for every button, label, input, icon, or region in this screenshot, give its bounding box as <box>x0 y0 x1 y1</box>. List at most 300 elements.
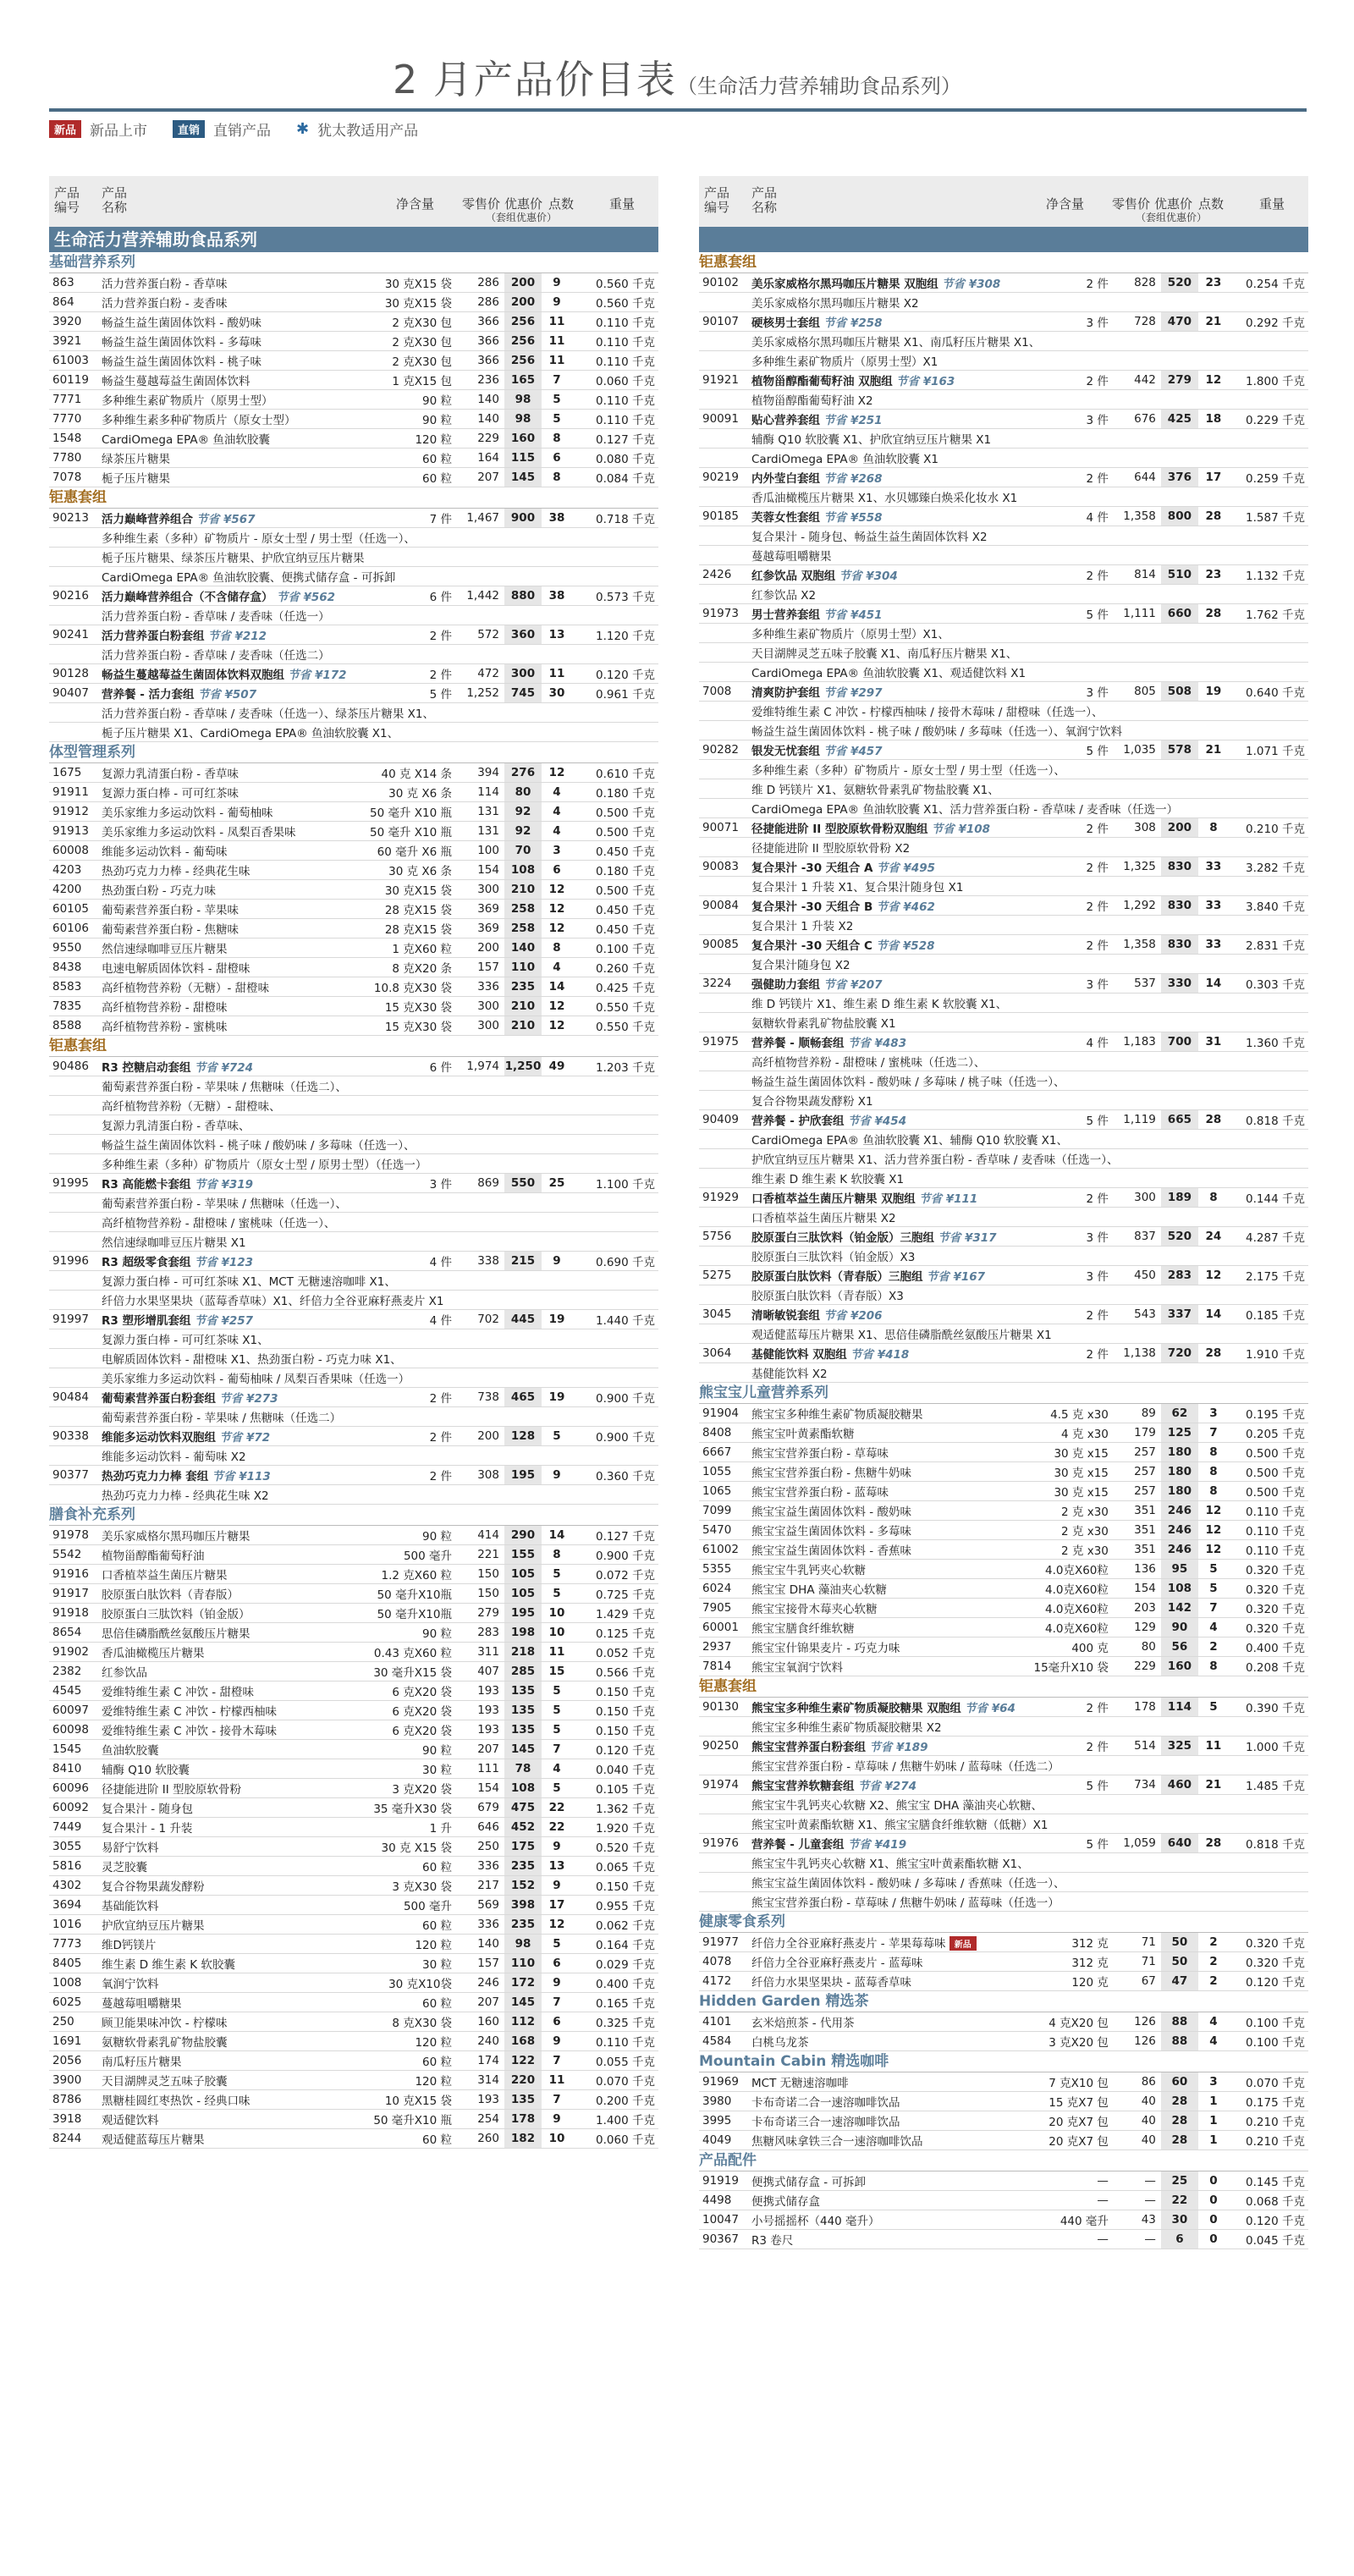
product-code: 4078 <box>699 1952 751 1972</box>
retail-price: 40 <box>1115 2092 1161 2111</box>
points: 12 <box>1198 371 1229 390</box>
table-row <box>49 1720 658 1740</box>
table-row <box>49 1584 658 1604</box>
bundle-content: 多种维生素矿物质片（原男士型）X1 <box>699 351 1308 371</box>
points: 11 <box>542 664 572 684</box>
product-name <box>102 1584 359 1604</box>
retail-price: 129 <box>1115 1618 1161 1638</box>
product-name <box>102 1310 359 1329</box>
table-row <box>699 2111 1308 2131</box>
weight: 0.573 千克 <box>572 586 658 606</box>
retail-price: 71 <box>1115 1933 1161 1952</box>
bundle-content: 畅益生益生菌固体饮料 - 桃子味 / 酸奶味 / 多莓味（任选一）、氧润宁饮料 <box>699 721 1308 740</box>
special-price: 50 <box>1161 1933 1198 1952</box>
bundle-content: 葡萄素营养蛋白粉 - 苹果味 / 焦糖味（任选二）、 <box>49 1076 658 1096</box>
weight: 0.260 千克 <box>572 958 658 977</box>
series-bar: 生命活力营养辅助食品系列 <box>49 227 658 252</box>
product-name <box>751 1032 1015 1052</box>
table-row <box>49 449 658 468</box>
special-price: 210 <box>504 1016 542 1036</box>
product-name-text: 天目湖牌灵芝五味子胶囊 <box>102 2075 228 2089</box>
table-row <box>699 1834 1308 1853</box>
product-name <box>751 1698 1015 1717</box>
product-name-text: 活力营养蛋白粉 - 麦香味 <box>102 297 228 311</box>
product-code: 90107 <box>699 312 751 332</box>
table-row <box>699 507 1308 526</box>
product-name-text: 熊宝宝接骨木莓夹心软糖 <box>751 1603 878 1616</box>
bundle-content-row <box>699 1169 1308 1188</box>
bundle-content: 复源力乳清蛋白粉 - 香草味、 <box>49 1115 658 1135</box>
bundle-content: 胶原蛋白三肽饮料（铂金版）X3 <box>699 1247 1308 1266</box>
product-name <box>102 1954 359 1973</box>
table-row <box>49 509 658 528</box>
product-name <box>751 2230 1015 2249</box>
points: 2 <box>1198 1933 1229 1952</box>
special-price: 152 <box>504 1876 542 1896</box>
weight: 0.450 千克 <box>572 900 658 919</box>
savings-label: 节省 ¥273 <box>219 1392 278 1406</box>
product-qty: 2 克 x30 <box>1015 1521 1115 1540</box>
table-row <box>49 1310 658 1329</box>
table-row <box>49 1779 658 1798</box>
product-code: 864 <box>49 293 102 312</box>
product-code: 90085 <box>699 935 751 955</box>
bundle-content: 多种维生素（多种）矿物质片 - 原女士型 / 男士型（任选一）、 <box>49 528 658 548</box>
bundle-content-row <box>699 1247 1308 1266</box>
bundle-content-row <box>699 1324 1308 1344</box>
bundle-content-row <box>699 1285 1308 1305</box>
table-row <box>49 1388 658 1407</box>
retail-price: 1,119 <box>1115 1110 1161 1130</box>
bundle-content: 红参饮品 X2 <box>699 585 1308 604</box>
product-code: 8438 <box>49 958 102 977</box>
product-qty: 4.0克X60粒 <box>1015 1599 1115 1618</box>
points: 8 <box>1198 1482 1229 1501</box>
weight: 0.110 千克 <box>572 410 658 429</box>
bundle-content-row <box>699 663 1308 682</box>
product-code: 1055 <box>699 1462 751 1482</box>
bundle-content-row <box>699 1013 1308 1032</box>
bundle-content: 熊宝宝牛乳钙夹心软糖 X2、熊宝宝 DHA 藻油夹心软糖、 <box>699 1795 1308 1814</box>
product-name <box>102 625 359 645</box>
retail-price: 537 <box>1115 974 1161 994</box>
bundle-content-row <box>49 1213 658 1232</box>
product-code: 91969 <box>699 2072 751 2092</box>
weight: 0.320 千克 <box>1229 1579 1308 1599</box>
table-row <box>49 1016 658 1036</box>
savings-label: 节省 ¥457 <box>823 745 883 758</box>
product-code: 91918 <box>49 1604 102 1623</box>
product-name-text: R3 塑形增肌套组 <box>102 1314 191 1328</box>
product-code: 60097 <box>49 1701 102 1720</box>
table-row <box>49 1057 658 1076</box>
points: 33 <box>1198 896 1229 916</box>
product-code: 91912 <box>49 802 102 822</box>
weight: 4.287 千克 <box>1229 1227 1308 1247</box>
weight: 0.120 千克 <box>572 1740 658 1759</box>
retail-price: 1,138 <box>1115 1344 1161 1363</box>
points: 3 <box>542 841 572 861</box>
header-code: 产品编号 <box>704 185 730 215</box>
product-qty: 500 毫升 <box>359 1545 459 1565</box>
product-qty: 10 克X15 袋 <box>359 2090 459 2110</box>
product-name <box>102 919 359 938</box>
product-code: 4101 <box>699 2012 751 2032</box>
retail-price: 1,292 <box>1115 896 1161 916</box>
product-qty: 30 克 x15 <box>1015 1443 1115 1462</box>
table-row <box>49 861 658 880</box>
product-qty: 1.2 克X60 粒 <box>359 1565 459 1584</box>
product-name-text: 营养餐 - 儿童套组 <box>751 1838 845 1852</box>
table-row <box>699 2032 1308 2051</box>
table-row <box>49 1604 658 1623</box>
special-price: 60 <box>1161 2072 1198 2092</box>
special-price: 218 <box>504 1643 542 1662</box>
product-qty: 50 毫升X10 瓶 <box>359 2110 459 2129</box>
retail-price: 200 <box>459 1427 504 1446</box>
product-name-text: 香瓜油橄榄压片糖果 <box>102 1647 205 1660</box>
product-code: 8588 <box>49 1016 102 1036</box>
product-qty: 2 件 <box>359 1466 459 1485</box>
special-price: 330 <box>1161 974 1198 994</box>
category-heading <box>49 252 658 273</box>
category-label: 体型管理系列 <box>49 742 658 763</box>
product-code: 90219 <box>699 468 751 487</box>
weight: 0.127 千克 <box>572 429 658 449</box>
bundle-content: CardiOmega EPA® 鱼油软胶囊 X1、活力营养蛋白粉 - 香草味 / 麦香味（任选一） <box>699 799 1308 818</box>
special-price: 145 <box>504 468 542 487</box>
retail-price: 140 <box>459 1935 504 1954</box>
product-name <box>102 763 359 783</box>
product-name-text: 维能多运动饮料 - 葡萄味 <box>102 845 228 859</box>
special-price: 155 <box>504 1545 542 1565</box>
table-row <box>49 1545 658 1565</box>
table-row <box>699 1501 1308 1521</box>
points: 14 <box>1198 1305 1229 1324</box>
retail-price: 140 <box>459 410 504 429</box>
table-row <box>49 1252 658 1271</box>
retail-price: 126 <box>1115 2032 1161 2051</box>
table-row <box>699 604 1308 624</box>
product-name-text: 畅益生蔓越莓益生菌固体饮料 <box>102 375 250 388</box>
weight: 0.110 千克 <box>572 351 658 371</box>
product-qty: 90 粒 <box>359 1623 459 1643</box>
weight: 0.961 千克 <box>572 684 658 703</box>
bundle-content-row <box>49 1368 658 1388</box>
product-code: 4498 <box>699 2191 751 2210</box>
points: 23 <box>1198 565 1229 585</box>
retail-price: 805 <box>1115 682 1161 702</box>
retail-price: 254 <box>459 2110 504 2129</box>
special-price: 660 <box>1161 604 1198 624</box>
product-name-text: 卡布奇诺三合一速溶咖啡饮品 <box>751 2116 900 2129</box>
product-name-text: R3 超级零食套组 <box>102 1256 191 1269</box>
product-code: 1016 <box>49 1915 102 1935</box>
savings-label: 节省 ¥308 <box>942 278 1001 291</box>
bundle-content: 蔓越莓咀嚼糖果 <box>699 546 1308 565</box>
retail-price: 246 <box>459 1973 504 1993</box>
product-code: 5542 <box>49 1545 102 1565</box>
product-name <box>751 1737 1015 1756</box>
product-code: 3921 <box>49 332 102 351</box>
retail-price: 179 <box>1115 1423 1161 1443</box>
table-row <box>699 1110 1308 1130</box>
bundle-content: 多种维生素（多种）矿物质片 - 原女士型 / 男士型（任选一）、 <box>699 760 1308 779</box>
product-name-text: 活力巅峰营养组合 <box>102 513 193 526</box>
product-name-text: 熊宝宝什锦果麦片 - 巧克力味 <box>751 1642 900 1655</box>
category-heading <box>49 487 658 509</box>
weight: 1.000 千克 <box>1229 1737 1308 1756</box>
category-label: 熊宝宝儿童营养系列 <box>699 1383 1308 1404</box>
product-name-text: 葡萄素营养蛋白粉 - 焦糖味 <box>102 923 239 937</box>
product-qty: 312 克 <box>1015 1933 1115 1952</box>
retail-price: 100 <box>459 841 504 861</box>
header-code: 产品编号 <box>54 185 80 215</box>
product-qty: 6 克X20 袋 <box>359 1682 459 1701</box>
table-row <box>49 1565 658 1584</box>
product-code: 4584 <box>699 2032 751 2051</box>
product-code: 7078 <box>49 468 102 487</box>
special-price: 210 <box>504 997 542 1016</box>
weight: 0.125 千克 <box>572 1623 658 1643</box>
points: 7 <box>1198 1599 1229 1618</box>
product-qty: — <box>1015 2230 1115 2249</box>
retail-price: 193 <box>459 1701 504 1720</box>
weight: 0.060 千克 <box>572 371 658 390</box>
product-qty: 15毫升X10 袋 <box>1015 1657 1115 1676</box>
bundle-content: 熊宝宝营养蛋白粉 - 草莓味 / 焦糖牛奶味 / 蓝莓味（任选二） <box>699 1756 1308 1775</box>
bundle-content: 然信速绿咖啡豆压片糖果 X1 <box>49 1232 658 1252</box>
series-bar-right <box>699 227 1308 252</box>
product-qty: 4.0克X60粒 <box>1015 1560 1115 1579</box>
category-heading <box>49 742 658 763</box>
retail-price: 308 <box>1115 818 1161 838</box>
retail-price: 1,358 <box>1115 935 1161 955</box>
product-qty: 2 件 <box>359 664 459 684</box>
points: 11 <box>542 351 572 371</box>
header-price: 零售价 <box>1112 196 1151 212</box>
table-row <box>699 1638 1308 1657</box>
table-row <box>699 1657 1308 1676</box>
product-code: 91902 <box>49 1643 102 1662</box>
special-price: 246 <box>1161 1540 1198 1560</box>
weight: 0.100 千克 <box>1229 2012 1308 2032</box>
product-name <box>102 1993 359 2012</box>
savings-label: 节省 ¥319 <box>194 1178 254 1192</box>
points: 5 <box>542 1935 572 1954</box>
points: 9 <box>542 2032 572 2051</box>
table-row <box>49 2071 658 2090</box>
savings-label: 节省 ¥251 <box>823 414 883 427</box>
product-name-text: 径捷能进阶 II 型胶原软骨粉双胞组 <box>751 823 928 836</box>
special-price: 110 <box>504 1954 542 1973</box>
product-code: 3694 <box>49 1896 102 1915</box>
new-badge: 新品 <box>49 120 81 138</box>
points: 12 <box>1198 1521 1229 1540</box>
product-qty: 1 克X60 粒 <box>359 938 459 958</box>
weight: 0.070 千克 <box>1229 2072 1308 2092</box>
bundle-content: 爱维特维生素 C 冲饮 - 柠檬西柚味 / 接骨木莓味 / 甜橙味（任选一）、 <box>699 702 1308 721</box>
special-price: 510 <box>1161 565 1198 585</box>
table-row <box>699 1032 1308 1052</box>
product-code: 90216 <box>49 586 102 606</box>
bundle-content-row <box>699 546 1308 565</box>
product-code: 5355 <box>699 1560 751 1579</box>
retail-price: 157 <box>459 958 504 977</box>
bundle-content-row <box>699 1814 1308 1834</box>
product-name <box>751 565 1015 585</box>
points: 5 <box>542 1565 572 1584</box>
category-heading <box>699 2051 1308 2072</box>
weight: 0.210 千克 <box>1229 818 1308 838</box>
savings-label: 节省 ¥212 <box>207 630 267 643</box>
bundle-content-row <box>699 643 1308 663</box>
title-rule <box>49 108 1307 112</box>
special-price: 135 <box>504 2090 542 2110</box>
weight: 0.320 千克 <box>1229 1599 1308 1618</box>
table-row <box>49 1427 658 1446</box>
product-name-text: 畅益生益生菌固体饮料 - 酸奶味 <box>102 316 261 330</box>
table-row <box>699 1737 1308 1756</box>
bundle-content: 氨糖软骨素乳矿物盐胶囊 X1 <box>699 1013 1308 1032</box>
retail-price: 1,183 <box>1115 1032 1161 1052</box>
points: 33 <box>1198 935 1229 955</box>
savings-label: 节省 ¥163 <box>896 375 955 388</box>
points: 4 <box>1198 2032 1229 2051</box>
weight: 0.390 千克 <box>1229 1698 1308 1717</box>
table-row <box>49 1935 658 1954</box>
table-row <box>49 312 658 332</box>
table-row <box>699 1618 1308 1638</box>
product-code: 91974 <box>699 1775 751 1795</box>
special-price: 189 <box>1161 1188 1198 1208</box>
weight: 0.320 千克 <box>1229 1618 1308 1638</box>
bundle-content-row <box>699 1853 1308 1873</box>
weight: 3.840 千克 <box>1229 896 1308 916</box>
retail-price: 336 <box>459 1915 504 1935</box>
table-row <box>49 410 658 429</box>
weight: 1.132 千克 <box>1229 565 1308 585</box>
bundle-content: 护欣宜纳豆压片糖果 X1、活力营养蛋白粉 - 香草味 / 麦香味（任选一）、 <box>699 1149 1308 1169</box>
points: 5 <box>1198 1560 1229 1579</box>
table-row <box>699 1227 1308 1247</box>
product-name <box>751 1775 1015 1795</box>
special-price: 745 <box>504 684 542 703</box>
savings-label: 节省 ¥297 <box>823 686 883 700</box>
product-name-text: 胶原蛋白三肽饮料（铂金版） <box>102 1608 250 1621</box>
table-row <box>49 2090 658 2110</box>
table-row <box>49 586 658 606</box>
special-price: 258 <box>504 919 542 938</box>
product-name <box>751 1933 1015 1952</box>
weight: 0.320 千克 <box>1229 1933 1308 1952</box>
bundle-content: 观适健蓝莓压片糖果 X1、思倍佳磷脂酰丝氨酸压片糖果 X1 <box>699 1324 1308 1344</box>
retail-price: 1,059 <box>1115 1834 1161 1853</box>
table-row <box>49 1993 658 2012</box>
product-name <box>102 273 359 293</box>
points: 8 <box>1198 818 1229 838</box>
product-name <box>751 2032 1015 2051</box>
retail-price: 572 <box>459 625 504 645</box>
product-name-text: 纤倍力水果坚果块 - 蓝莓香草味 <box>751 1976 911 1990</box>
product-name <box>102 1643 359 1662</box>
special-price: 475 <box>504 1798 542 1818</box>
bundle-content: 复源力蛋白棒 - 可可红茶味 X1、 <box>49 1329 658 1349</box>
retail-price: 414 <box>459 1526 504 1545</box>
weight: 0.120 千克 <box>1229 2210 1308 2230</box>
retail-price: 157 <box>459 1954 504 1973</box>
product-code: 3055 <box>49 1837 102 1857</box>
category-label: 钜惠套组 <box>699 252 1308 273</box>
table-row <box>49 841 658 861</box>
table-row <box>699 1775 1308 1795</box>
product-name-text: 玄米焙煎茶 - 代用茶 <box>751 2017 855 2030</box>
bundle-content-row <box>699 721 1308 740</box>
new-badge: 新品 <box>949 1936 977 1951</box>
bundle-content-row <box>699 1091 1308 1110</box>
product-qty: 20 克X7 包 <box>1015 2131 1115 2150</box>
product-name-text: 胶原蛋白肽饮料（青春版）三胞组 <box>751 1270 923 1284</box>
special-price: 62 <box>1161 1404 1198 1423</box>
retail-price: 164 <box>459 449 504 468</box>
product-code: 1548 <box>49 429 102 449</box>
product-name-text: 纤倍力全谷亚麻籽燕麦片 - 苹果莓莓味 <box>751 1937 946 1951</box>
special-price: 300 <box>504 664 542 684</box>
product-name-text: 复合果汁 - 随身包 <box>102 1803 193 1816</box>
retail-price: 126 <box>1115 2012 1161 2032</box>
weight: 0.127 千克 <box>572 1526 658 1545</box>
retail-price: 450 <box>1115 1266 1161 1285</box>
bundle-content: 复源力蛋白棒 - 可可红茶味 X1、MCT 无糖速溶咖啡 X1、 <box>49 1271 658 1291</box>
table-row <box>699 1698 1308 1717</box>
retail-price: 80 <box>1115 1638 1161 1657</box>
product-name-text: 熊宝宝 DHA 藻油夹心软糖 <box>751 1583 887 1597</box>
product-code: 5816 <box>49 1857 102 1876</box>
table-row <box>699 1599 1308 1618</box>
product-name-text: 熊宝宝多种维生素矿物质凝胶糖果 双胞组 <box>751 1702 961 1715</box>
product-name-text: 热劲巧克力力棒 - 经典花生味 <box>102 865 250 878</box>
weight: 0.690 千克 <box>572 1252 658 1271</box>
points: 33 <box>1198 857 1229 877</box>
product-code: 91921 <box>699 371 751 390</box>
product-name <box>751 1188 1015 1208</box>
product-name <box>102 2051 359 2071</box>
product-name <box>751 273 1015 293</box>
product-name <box>102 2129 359 2149</box>
product-code: 91978 <box>49 1526 102 1545</box>
product-code: 4302 <box>49 1876 102 1896</box>
product-name-text: 口香植萃益生菌压片糖果 双胞组 <box>751 1192 916 1206</box>
product-name <box>102 332 359 351</box>
retail-price: 150 <box>459 1565 504 1584</box>
header-points: 点数 <box>1198 196 1225 212</box>
savings-label: 节省 ¥454 <box>847 1115 907 1128</box>
product-code: 3918 <box>49 2110 102 2129</box>
product-name <box>751 1599 1015 1618</box>
weight: 0.110 千克 <box>1229 1540 1308 1560</box>
retail-price: 154 <box>1115 1579 1161 1599</box>
table-row <box>49 1759 658 1779</box>
weight: 0.195 千克 <box>1229 1404 1308 1423</box>
bundle-content-row <box>699 449 1308 468</box>
points: 3 <box>1198 2072 1229 2092</box>
savings-label: 节省 ¥258 <box>823 316 883 330</box>
table-row <box>699 857 1308 877</box>
special-price: 178 <box>504 2110 542 2129</box>
bundle-content: 栀子压片糖果、绿茶压片糖果、护欣宜纳豆压片糖果 <box>49 548 658 567</box>
retail-price: 644 <box>1115 468 1161 487</box>
retail-price: 336 <box>459 977 504 997</box>
